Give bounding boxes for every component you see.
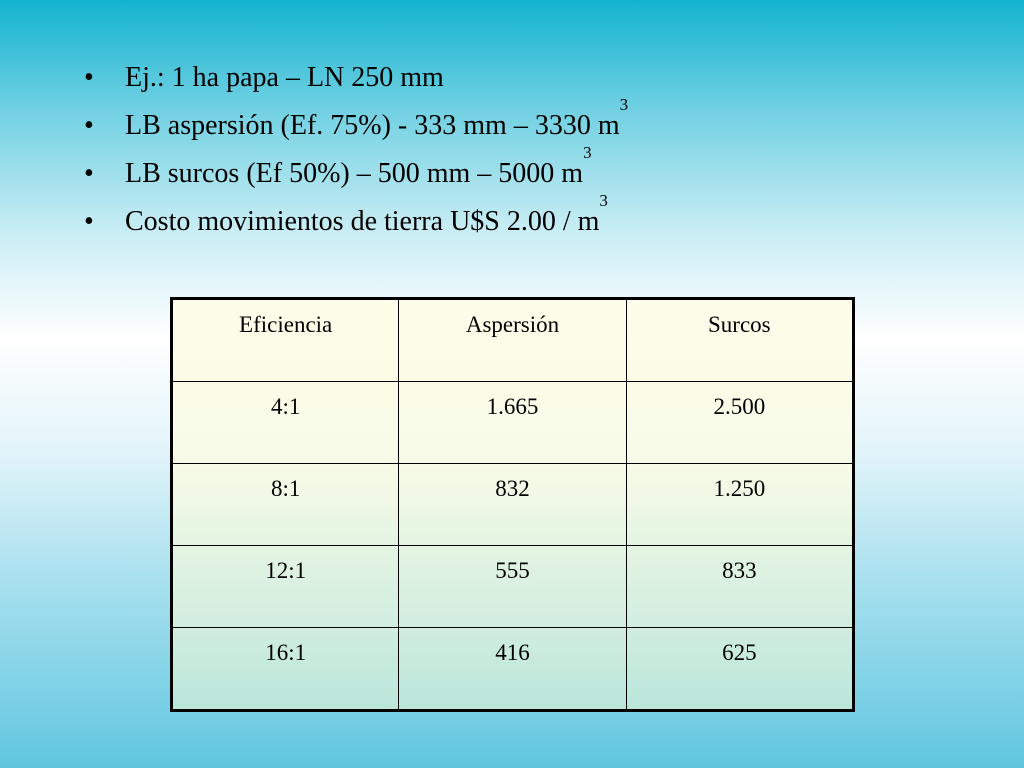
table-cell: 1.250 <box>626 464 853 546</box>
bullet-item <box>84 191 628 246</box>
table-cell: 1.665 <box>399 382 626 464</box>
table-header-row <box>172 299 854 382</box>
bullet-dot: • <box>84 62 94 93</box>
bullet-superscript: 3 <box>619 95 629 114</box>
bullet-text: LB aspersión (Ef. 75%) - 333 mm – 3330 m <box>125 110 620 141</box>
bullet-item <box>84 95 629 150</box>
table-row <box>172 382 854 464</box>
table-cell: 16:1 <box>172 628 399 711</box>
table-cell: 4:1 <box>172 382 399 464</box>
bullet-dot: • <box>84 206 94 237</box>
table-cell: 625 <box>626 628 853 711</box>
table-cell: 2.500 <box>626 382 853 464</box>
bullet-superscript: 3 <box>583 143 592 162</box>
bullet-dot: • <box>84 158 94 189</box>
table-row <box>172 628 854 711</box>
bullet-text: LB surcos (Ef 50%) – 500 mm – 5000 m <box>125 158 584 189</box>
table-cell: 832 <box>399 464 626 546</box>
table-cell: 416 <box>399 628 626 711</box>
bullet-text: Costo movimientos de tierra U$S 2.00 / m <box>125 206 600 237</box>
bullet-superscript: 3 <box>599 191 608 210</box>
table-cell: 8:1 <box>172 464 399 546</box>
table-cell: 833 <box>626 546 853 628</box>
bullet-item <box>84 54 628 102</box>
bullet-item <box>84 143 628 198</box>
efficiency-table <box>170 297 855 712</box>
bullet-text: Ej.: 1 ha papa – LN 250 mm <box>125 62 444 93</box>
bullet-list <box>84 54 628 246</box>
table-cell: 555 <box>399 546 626 628</box>
header-aspersion: Aspersión <box>399 299 626 382</box>
header-surcos: Surcos <box>626 299 853 382</box>
table-row <box>172 546 854 628</box>
bullet-dot: • <box>84 110 94 141</box>
table-cell: 12:1 <box>172 546 399 628</box>
table-row <box>172 464 854 546</box>
header-eficiencia: Eficiencia <box>172 299 399 382</box>
